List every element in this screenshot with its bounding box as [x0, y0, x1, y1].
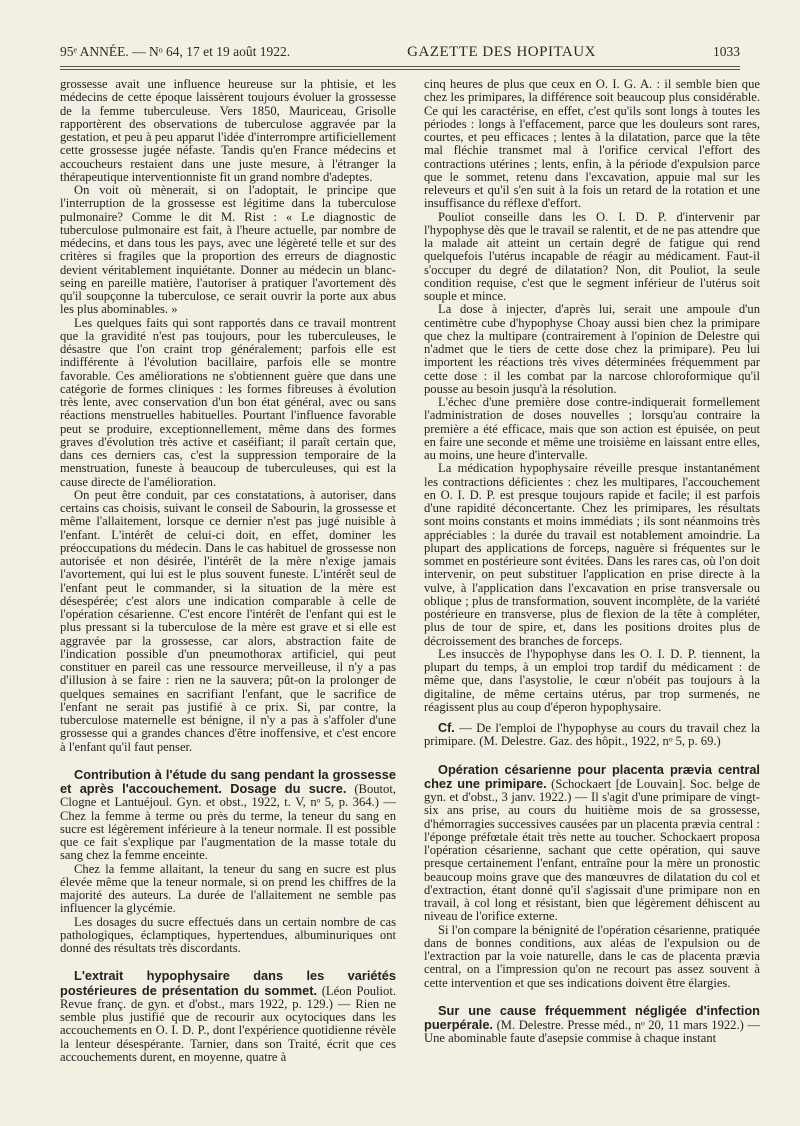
article-title: L'extrait hypophysaire dans les variétés postérieures de présentation du sommet. [60, 968, 396, 998]
paragraph: Pouliot conseille dans les O. I. D. P. d'intervenir par l'hypophyse dès que le travail se ralentit, et de ne pas attendre que la malade ait atteint un certain degré de fatigue qui rend quelquefois l'utérus incapable de réagir au médicament. Faut-il s'occuper du degré de dilatation? Non, dit Pouliot, la seule condition requise, c'est que le segment inférieur de l'utérus soit souple et mince. [424, 209, 760, 303]
article-title: Opération césarienne pour placenta prævia central chez une primipare. [424, 761, 760, 791]
abstract-cesarienne [424, 763, 760, 990]
paragraph: Une abominable faute d'asepsie commise à chaque instant [424, 1031, 717, 1046]
journal-title: GAZETTE DES HOPITAUX [407, 44, 596, 60]
cf-label: Cf. [438, 721, 455, 735]
paragraph: Chez la femme allaitant, la teneur du sang en sucre est plus élevée même que la teneur normale, si on prend les chiffres de la majorité des auteurs. La durée de l'allaitement ne semble pas influencer la glycémie. [60, 861, 396, 916]
paragraph: grossesse avait une influence heureuse sur la phtisie, et les médecins de cette époque laissèrent toujours évoluer la grossesse de la femme tuberculeuse. Vers 1850, Mauriceau, Grisolle rapportèrent des observations de tuberculose aggravée par la gestation, et peu à peu apparut l'idée d'interrompre artificiellement cette grossesse jugée néfaste. Tandis qu'en France médecins et accoucheurs restaient dans une juste mesure, à l'étranger la thérapeutique interventionniste fit un grand nombre d'adeptes. [60, 77, 396, 184]
paragraph: La médication hypophysaire réveille presque instantanément les contractions déficientes : chez les multipares, l'accouchement en O. I. D. P. est presque toujours rapide et facile; il est parfois d'une rapidité déconcertante. Chez les primipares, les résultats sont moins constants et moins immédiats ; ils sont néanmoins très appréciables : la durée du travail est notablement amoindrie. La plupart des applications de forceps, naguère si fréquentes sur le sommet en postérieure sont évitées. Dans les rares cas, où l'on doit intervenir, on peut substituer l'application en prise directe à la vulve, à l'application dans l'excavation en prise transversale ou oblique ; plus de transformation, souvent incomplète, de la variété postérieure en transverse, plus de flexion de la tête à compléter, plus de tour de spire, et, dans les positions droites plus de décroissement des branches de forceps. [424, 461, 760, 648]
paragraph: L'échec d'une première dose contre-indiquerait formellement l'administration de doses nouvelles ; lorsqu'au contraire la première a été efficace, mais que son action est épuisée, on peut en faire une seconde et même une troisième en laissant entre elles, au moins, une heure d'intervalle. [424, 395, 760, 462]
article-citation: (Boutot, Clogne et Lantuéjoul. Gyn. et obst., 1922, t. V, nᵒ 5, p. 364.) — [60, 782, 396, 810]
abstract-heading [60, 768, 396, 863]
article-citation: (Schockaert [de Louvain]. Soc. belge de gyn. et d'obst., 3 janv. 1922.) — [424, 776, 760, 804]
issue-info: 95ᵉ ANNÉE. — Nᵒ 64, 17 et 19 août 1922. [60, 44, 291, 59]
paragraph: Rien ne semble plus justifié que de recourir aux ocytociques dans les accouchements en O. I. D. P., dont l'expérience quotidienne révèle la lenteur désespérante. Tarnier, dans son Traité, écrit que ces accouchements durent, en moyenne, quatre à [60, 996, 396, 1064]
page-number: 1033 [713, 44, 740, 59]
article-title: Sur une cause fréquemment négligée d'infection puerpérale. [424, 1002, 760, 1032]
paragraph: On voit où mènerait, si on l'adoptait, le principe que l'interruption de la grossesse est légitime dans la tuberculose pulmonaire? Comme le dit M. Rist : « Le diagnostic de tuberculose pulmonaire est fait, à l'heure actuelle, par nombre de médecins, et dans tous les pays, avec une légèreté telle et sur des critères si fragiles que la proportion des erreurs de diagnostic devient véritablement inquiétante. Donner au médecin un blanc-seing en pareille matière, l'autoriser à pratiquer l'avortement dès qu'il soupçonne la tuberculose, ce serait ouvrir la porte aux abus les plus abominables. » [60, 183, 396, 317]
paragraph: cinq heures de plus que ceux en O. I. G. A. : il semble bien que chez les primipares, la différence soit beaucoup plus considérable. Ce qui les caractérise, en effet, c'est qu'ils sont longs à toutes les périodes : longs à l'effacement, parce que les douleurs sont rares, courtes, et peu efficaces ; lentes à la dilatation, parce que la tête mal fléchie transmet mal à l'orifice cervical l'effort des contractions utérines ; lents, enfin, à la période d'expulsion parce que le sommet, retenu dans l'excavation, appuie mal sur les releveurs et qu'il s'en suit à la fois un retard de la rotation et une insuffisance du réflexe d'effort. [424, 77, 760, 211]
paragraph: Les insuccès de l'hypophyse dans les O. I. D. P. tiennent, la plupart du temps, à un emploi trop tardif du médicament : de même que, dans l'asystolie, le cœur n'obéit pas toujours à la digitaline, de même certains utérus, par trop surmenés, ne réagissent plus au coup d'éperon hypophysaire. [424, 646, 760, 714]
abstract-sang-grossesse [60, 768, 396, 956]
paragraph: Si l'on compare la bénignité de l'opération césarienne, pratiquée dans de bonnes conditions, aux aléas de l'expulsion ou de l'extraction par la voie naturelle, dans le cas de placenta prævia central, on a l'impression qu'on ne recourt pas assez souvent à cette intervention et que ses indications doivent être élargies. [424, 922, 760, 990]
left-column [60, 78, 396, 1064]
abstract-heading [60, 969, 396, 1064]
running-header [60, 44, 740, 64]
abstract-heading [424, 763, 760, 924]
paragraph: Il s'agit d'une primipare de vingt-six ans prise, au cours du huitième mois de sa grossesse, d'hémorragies successives causées par un placenta prævia central : l'éponge préfœtale était très nette au toucher. Schockaert proposa l'opération césarienne, sachant que cette opération, qui sauve presque certainement l'enfant, entraîne pour la mère un pronostic beaucoup moins grave que des manœuvres de dilatation du col et d'extraction, étant donné qu'il s'agissait d'une primipare non en travail, à col long et résistant, bien que légèrement déhiscent au niveau de l'orifice externe. [424, 790, 760, 924]
cf-paragraph [424, 722, 760, 749]
abstract-heading [424, 1004, 760, 1046]
paragraph: On peut être conduit, par ces constatations, à autoriser, dans certains cas choisis, suivant le conseil de Sabourin, la grossesse et même l'allaitement, lorsque ce dernier n'est pas jugé nuisible à l'enfant. L'intérêt de celui-ci doit, en effet, dominer les préoccupations du médecin. Dans le cas habituel de grossesse non autorisée et non désirée, l'intérêt de la mère n'exige jamais l'avortement, qui lui est le plus souvent funeste. L'intérêt seul de l'enfant peut le commander, si la situation de la mère est désespérée; c'est alors une indication comparable à celle de l'opération césarienne. C'est encore l'intérêt de l'enfant qui est le plus pressant si la tuberculose de la mère est grave et si elle est aggravée par la grossesse, car alors, abstraction faite de l'indication possible d'un pneumothorax artificiel, qui peut constituer en pareil cas une ressource merveilleuse, il n'y a pas d'illusion à se faire : rien ne la sauvera; pût-on la prolonger de quelques semaines en sacrifiant l'enfant, que le sacrifice de l'enfant ne serait pas justifié à ce prix. Si, par contre, la tuberculose maternelle est bénigne, il n'y a pas à s'affoler d'une grossesse qui a grandes chances d'être inoffensive, et c'est encore à l'enfant qu'il faut penser. [60, 487, 396, 754]
article-citation: (Léon Pouliot. Revue franç. de gyn. et d'obst., mars 1922, p. 129.) — [60, 983, 396, 1011]
article-title: Contribution à l'étude du sang pendant la grossesse et après l'accouchement. Dosage du sucre. [60, 766, 396, 796]
cf-reference [424, 722, 760, 749]
right-column [424, 78, 760, 1046]
article-citation: (M. Delestre. Presse méd., nᵒ 20, 11 mars 1922.) — [496, 1018, 760, 1032]
paragraph: La dose à injecter, d'après lui, serait une ampoule d'un centimètre cube d'hypophyse Choay aussi bien chez la primipare que chez la multipare (contrairement à l'opinion de Delestre qui n'admet que le tiers de cette dose chez la primipare). Peu lui importent les réactions très vives déterminées fréquemment par cette dose : il les combat par la narcose chloroformique qu'il pousse au besoin jusqu'à la résolution. [424, 302, 760, 396]
header-rule-top [60, 66, 740, 67]
cf-text: — De l'emploi de l'hypophyse au cours du travail chez la primipare. (M. Delestre. Gaz. des hôpit., 1922, nᵒ 5, p. 69.) [424, 721, 761, 749]
abstract-extrait-hypophysaire [60, 969, 396, 1064]
paragraph: Chez la femme à terme ou près du terme, la teneur du sang en sucre est légèrement inférieure à la teneur normale. Il est possible que ce fait s'explique par l'augmentation de la masse totale du sang chez la femme enceinte. [60, 808, 396, 863]
abstract-infection-puerperale [424, 1004, 760, 1046]
paragraph: Les dosages du sucre effectués dans un certain nombre de cas pathologiques, éclamptiques, hypertendues, albuminuriques ont donné des résultats très discordants. [60, 914, 396, 955]
header-rule-bottom [60, 69, 740, 70]
paragraph: Les quelques faits qui sont rapportés dans ce travail montrent que la gravidité n'est pas toujours, pour les tuberculeuses, le désastre que l'on craint trop généralement; parfois elle est indifférente à l'évolution bacillaire, parfois elle se montre favorable. Ces améliorations ne s'obtiennent guère que dans une catégorie de formes cliniques : les formes fibreuses à évolution très lente, avec conservation d'un bon état général, avec ou sans réactions menstruelles habituelles. Pourtant l'influence favorable peut se produire, exceptionnellement, même dans des formes graves d'évolution très active et caséifiant; il paraît certain que, dans ces derniers cas, c'est la suppression temporaire de la menstruation, funeste à beaucoup de tuberculeuses, qui est la cause directe de l'amélioration. [60, 315, 396, 489]
